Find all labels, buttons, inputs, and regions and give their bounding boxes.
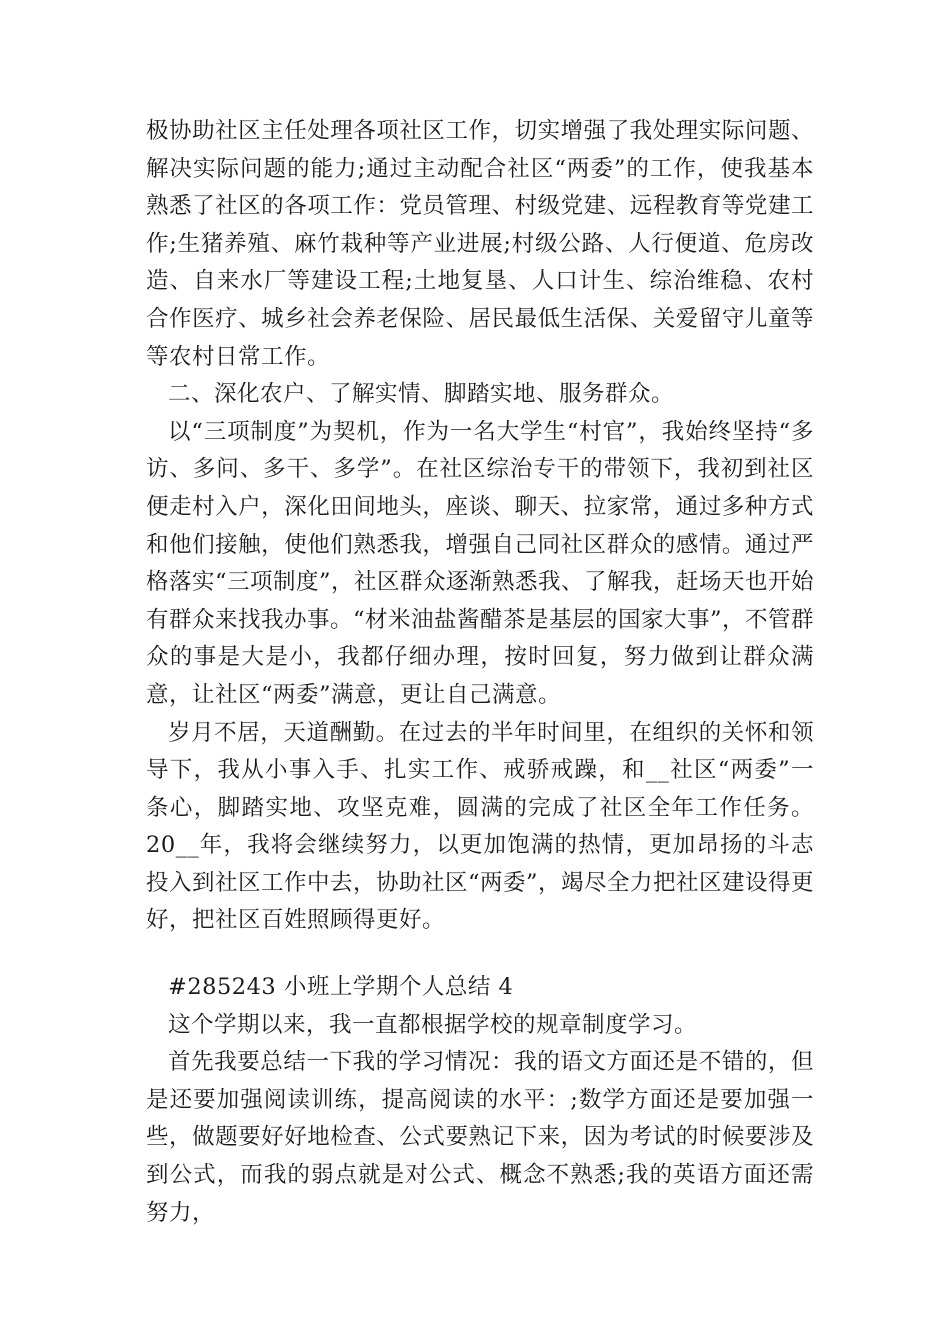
section-subheading: 二、深化农户、了解实情、脚踏实地、服务群众。 bbox=[168, 381, 675, 408]
section-heading: #285243 小班上学期个人总结 4 bbox=[168, 974, 514, 1000]
paragraph: 这个学期以来，我一直都根据学校的规章制度学习。 bbox=[168, 1011, 698, 1038]
body-text-top bbox=[146, 113, 814, 940]
paragraph: 岁月不居，天道酬勤。在过去的半年时间里，在组织的关怀和领导下，我从小事入手、扎实工作、戒骄戒躁，和__社区“两委”一条心，脚踏实地、攻坚克难，圆满的完成了社区全年工作任务。20__年，我将会继续努力，以更加饱满的热情，更加昂扬的斗志投入到社区工作中去，协助社区“两委”，竭尽全力把社区建设得更好，把社区百姓照顾得更好。 bbox=[146, 719, 815, 934]
paragraph: 以“三项制度”为契机，作为一名大学生“村官”，我始终坚持“多访、多问、多干、多学”。在社区综治专干的带领下，我初到社区便走村入户，深化田间地头，座谈、聊天、拉家常，通过多种方式和他们接触，使他们熟悉我，增强自己同社区群众的感情。通过严格落实“三项制度”，社区群众逐渐熟悉我、了解我，赶场天也开始有群众来找我办事。“材米油盐酱醋茶是基层的国家大事”，不管群众的事是大是小，我都仔细办理，按时回复，努力做到让群众满意，让社区“两委”满意，更让自己满意。 bbox=[146, 418, 815, 708]
paragraph: 首先我要总结一下我的学习情况：我的语文方面还是不错的，但是还要加强阅读训练，提高阅读的水平：;数学方面还是要加强一些，做题要好好地检查、公式要熟记下来，因为考试的时候要涉及到公式，而我的弱点就是对公式、概念不熟悉;我的英语方面还需努力， bbox=[146, 1049, 814, 1226]
paragraph-continued: 极协助社区主任处理各项社区工作，切实增强了我处理实际问题、解决实际问题的能力;通过主动配合社区“两委”的工作，使我基本熟悉了社区的各项工作：党员管理、村级党建、远程教育等党建工作;生猪养殖、麻竹栽种等产业进展;村级公路、人行便道、危房改造、自来水厂等建设工程;土地复垦、人口计生、综治维稳、农村合作医疗、城乡社会养老保险、居民最低生活保、关爱留守儿童等等农村日常工作。 bbox=[146, 118, 814, 370]
body-text-bottom bbox=[146, 969, 814, 1232]
